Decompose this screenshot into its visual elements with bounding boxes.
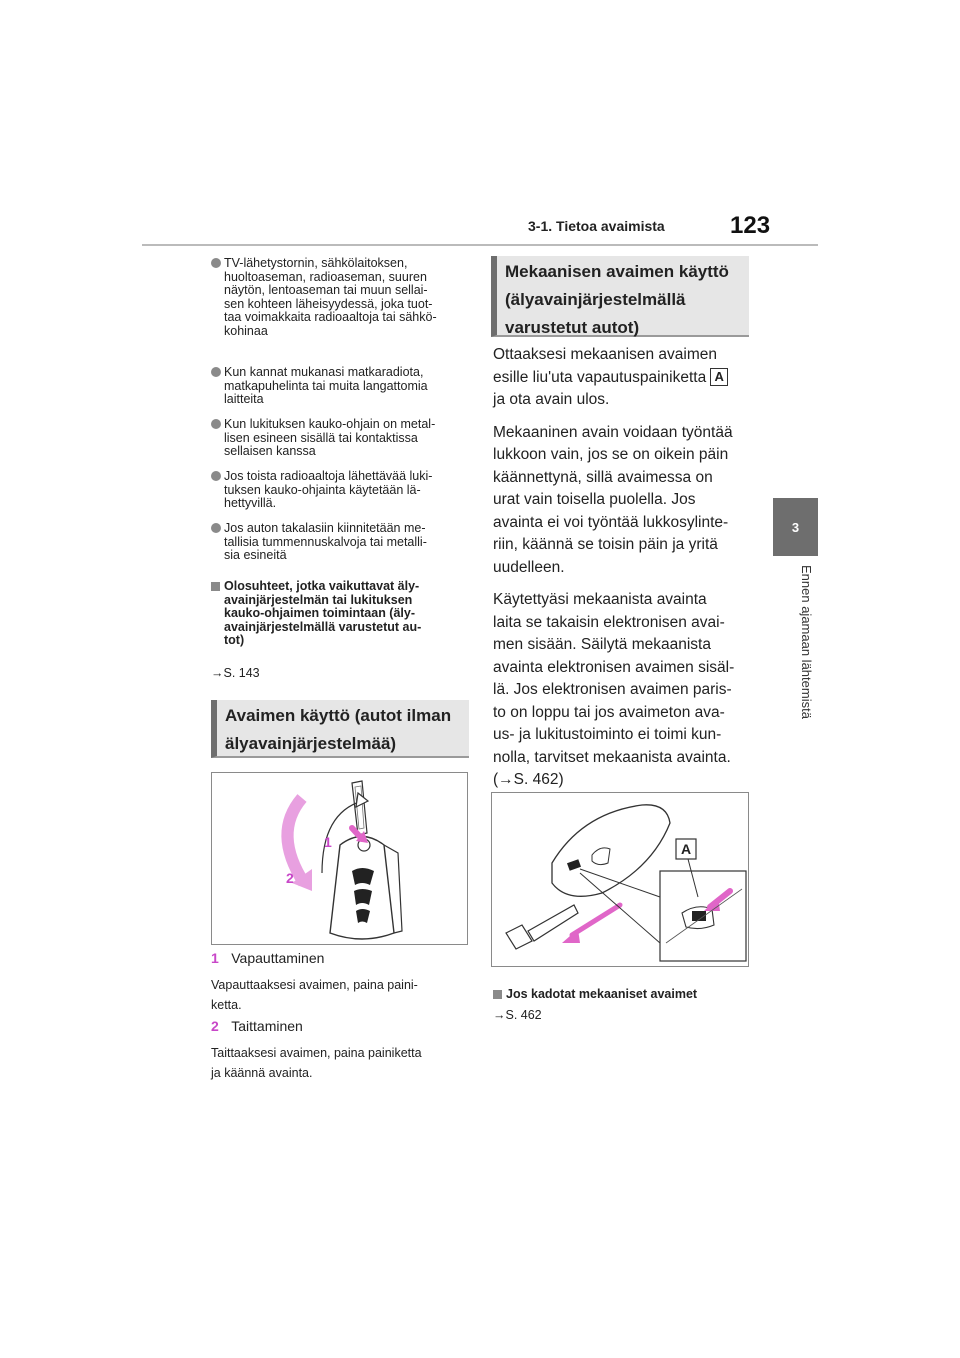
paragraph-2 <box>493 422 755 580</box>
bullet-dot <box>211 258 221 268</box>
step-1 <box>211 950 469 968</box>
section-heading-mechanical-key <box>491 256 749 337</box>
body-line: Mekaaninen avain voidaan työntää <box>493 423 733 441</box>
bullet-line: Kun kannat mukanasi matkaradiota, <box>224 365 424 379</box>
step-2-description <box>211 1043 469 1083</box>
body-line: (→S. 462) <box>493 771 564 788</box>
figure-mechanical-key <box>491 792 749 967</box>
bullet-line: tallisia tummennuskalvoja tai metalli- <box>224 534 427 549</box>
body-line: nolla, tarvitset mekaanista avainta. <box>493 748 731 766</box>
step-1-description <box>211 975 469 1015</box>
chapter-tab: 3 <box>773 498 818 556</box>
note-lost-keys-ref[interactable]: →S. 462 <box>493 1008 542 1022</box>
bullet-line: sellaisen kanssa <box>224 444 316 458</box>
bullet-line: tuksen kauko-ohjainta käytetään lä- <box>224 482 421 497</box>
note-title: Jos kadotat mekaaniset avaimet <box>506 987 698 1001</box>
body-line: urat vain toisella puolella. Jos <box>493 491 696 508</box>
bullet-item-4 <box>224 470 474 511</box>
paragraph-3 <box>493 589 755 792</box>
bullet-line: Jos toista radioaaltoja lähettävää luki- <box>224 469 433 483</box>
page-number: 123 <box>730 212 771 239</box>
note-line: tot) <box>224 633 245 647</box>
body-line: men sisään. Säilytä mekaanista <box>493 636 711 653</box>
bullet-line: sen kohteen läheisyydessä, joka tuot- <box>224 296 433 311</box>
bullet-dot <box>211 471 221 481</box>
header-rule <box>142 244 818 246</box>
bullet-item-3 <box>224 418 474 459</box>
note-square-icon <box>211 582 220 591</box>
label-a-marker: A <box>710 368 728 386</box>
step-number: 1 <box>211 950 219 966</box>
note-line: avainjärjestelmän tai lukituksen <box>224 592 413 607</box>
bullet-line: hettyvillä. <box>224 496 277 510</box>
body-line-text: esille liu'uta vapautuspainiketta <box>493 368 707 386</box>
bullet-line: taa voimakkaita radioaaltoja tai sähkö- <box>224 310 437 324</box>
bullet-line: lisen esineen sisällä tai kontaktissa <box>224 430 418 445</box>
chapter-label-text: Ennen ajamaan lähtemistä <box>799 565 814 719</box>
figure-label-a: A <box>680 841 692 857</box>
bullet-dot <box>211 367 221 377</box>
bullet-dot <box>211 419 221 429</box>
note-line: kauko-ohjaimen toimintaan (äly- <box>224 606 416 620</box>
body-line: avainta ei voi työntää lukkosylinte- <box>493 513 729 531</box>
body-line: Käytettyäsi mekaanista avainta <box>493 591 707 608</box>
bullet-dot <box>211 523 221 533</box>
body-line: uudelleen. <box>493 558 565 576</box>
section-heading-line: älyavainjärjestelmää) <box>225 734 397 753</box>
body-line <box>493 367 755 390</box>
step-title: Vapauttaminen <box>231 950 325 966</box>
bullet-line: matkapuhelinta tai muita langattomia <box>224 378 428 393</box>
bullet-line: laitteita <box>224 392 264 406</box>
body-line: avainta elektronisen avaimen sisäl- <box>493 658 735 676</box>
bullet-line: Kun lukituksen kauko-ohjain on metal- <box>224 417 436 431</box>
step-desc-line: Taittaaksesi avaimen, paina painiketta <box>211 1046 422 1060</box>
figure-label-2: 2 <box>286 870 294 886</box>
smart-key-illustration <box>492 793 748 966</box>
body-line: lukkoon vain, jos se on oikein päin <box>493 446 729 463</box>
step-2 <box>211 1018 469 1036</box>
section-heading-key-usage <box>211 700 469 758</box>
mechanical-key-instructions <box>493 344 755 802</box>
note-lost-keys <box>506 988 756 1002</box>
note-line: Olosuhteet, jotka vaikuttavat äly- <box>224 579 420 593</box>
step-number: 2 <box>211 1018 219 1034</box>
figure-folding-key <box>211 772 468 945</box>
bullet-item-2 <box>224 366 474 407</box>
folding-key-illustration <box>212 773 467 944</box>
section-heading-line: varustetut autot) <box>505 318 640 337</box>
note-conditions <box>224 580 474 648</box>
body-line: laita se takaisin elektronisen avai- <box>493 613 725 631</box>
figure-label-1: 1 <box>324 834 332 850</box>
section-heading-line: (älyavainjärjestelmällä <box>505 290 686 309</box>
bullet-item-1 <box>224 257 474 338</box>
chapter-label <box>770 565 820 755</box>
body-line: us- ja lukitustoiminto ei toimi kun- <box>493 726 722 743</box>
body-line: lä. Jos elektronisen avaimen paris- <box>493 681 732 698</box>
step-title: Taittaminen <box>231 1018 303 1034</box>
note-square-icon <box>493 990 502 999</box>
step-desc-line: ja käännä avainta. <box>211 1066 313 1080</box>
bullet-line: kohinaa <box>224 323 268 338</box>
section-heading-line: Avaimen käyttö (autot ilman <box>225 706 452 725</box>
step-desc-line: Vapauttaaksesi avaimen, paina paini- <box>211 978 418 992</box>
section-title: 3-1. Tietoa avaimista <box>528 218 665 234</box>
body-line: to on loppu tai jos avaimeton ava- <box>493 703 725 721</box>
bullet-line: sia esineitä <box>224 548 287 562</box>
bullet-line: TV-lähetystornin, sähkölaitoksen, <box>224 256 408 270</box>
bullet-line: Jos auton takalasiin kiinnitetään me- <box>224 521 426 535</box>
paragraph-1 <box>493 344 755 412</box>
bullet-line: huoltoaseman, radioaseman, suuren <box>224 269 427 284</box>
bullet-line: näytön, lentoaseman tai muun sellai- <box>224 283 428 297</box>
body-line: riin, käännä se toisin päin ja yritä <box>493 536 718 553</box>
bullet-item-5 <box>224 522 474 563</box>
body-line: käännettynä, sillä avaimessa on <box>493 468 713 486</box>
body-line: ja ota avain ulos. <box>493 391 610 408</box>
note-line: avainjärjestelmällä varustetut au- <box>224 619 422 634</box>
note-conditions-ref[interactable]: →S. 143 <box>211 666 260 680</box>
section-heading-line: Mekaanisen avaimen käyttö <box>505 262 729 281</box>
step-desc-line: ketta. <box>211 998 242 1012</box>
body-line: Ottaaksesi mekaanisen avaimen <box>493 346 718 363</box>
